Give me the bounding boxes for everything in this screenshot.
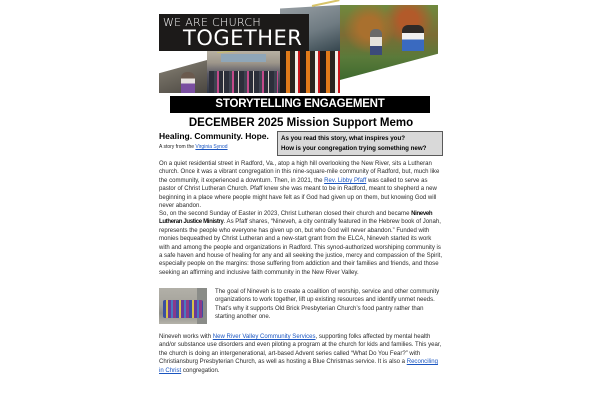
clergy-row [209,71,278,93]
memo-page [157,0,445,400]
volunteer-group-photo [159,288,207,324]
paragraph-text: So, on the second Sunday of Easter in 2023, Christ Lutheran closed their church and became [159,211,412,217]
pastor-photo [159,60,207,93]
rev-libby-pfaff-link[interactable]: Rev. Libby Pfaff [324,177,367,184]
reflection-questions-box [277,131,443,156]
question-2: How is your congregation trying something new? [281,144,427,152]
banner-title-line2: TOGETHER [183,26,303,50]
volunteer-group [163,300,203,318]
paragraph-text: . As Pfaff shares, “Nineveh, a city centrally featured in the Hebrew book of Jonah, represents the people who everyone has given up on, but who God will never abandon.” Funded with monies bequeathed by Christ Lutheran and a new-start grant from the ELCA, Nineveh started its work with and among the people and organizations in Radford. This synod-authorized worshiping community is a safe haven and house of healing for any and all seeking the justice, mercy and compassion of the Spirit, especially people on the margins: those suffering from addiction and their families and friends, and those seeking an affirming and inclusive faith community in the New River Valley. [159,219,443,276]
clergy-group-photo [207,50,280,93]
paragraph-text: , supporting folks affected by mental health and/or substance use disorders and even piloting a program at the church for kids and families. This year, the church is doing an intergenerational, art-based Advent series called “What Do You Fear?” with Christiansburg Presbyterian Church, as well as hosting a Blue Christmas service. It is also a [159,334,442,366]
person [402,25,424,51]
paragraph-text: was called to serve as pastor of Christ Lutheran Church. Pfaff knew she was meant to be in Radford, meant to shepherd a new beginning in a place where people might have felt as if God had given up on them, but knowing God will never abandon. [159,177,437,210]
pastor-figure [181,72,195,93]
paragraph-2 [159,210,443,277]
paragraph-3: The goal of Nineveh is to create a coalition of worship, service and other community organizations to work together, lift up existing resources and identify unmet needs. That’s why it supports Old Brick Presbyterian Church’s food pantry rather than starting another one. [215,289,440,321]
memo-title: DECEMBER 2025 Mission Support Memo [188,117,414,129]
banner-title-line1: WE ARE CHURCH [163,16,261,29]
park-gathering-photo [340,5,438,80]
story-source [159,144,228,150]
reconciling-in-christ-link[interactable]: Reconciling in Christ [159,359,438,374]
community-people [280,51,340,93]
paragraph-text: On a quiet residential street in Radford, Va., atop a high hill overlooking the New River, sits a Lutheran church. Once it was a vibrant congregation in this nine-square-mile community of Radford, but, much like the community, it experienced a downturn. Then, in 2021, the [159,161,440,184]
paragraph-text: Nineveh works with [159,334,213,340]
banner-title [159,14,309,51]
sign [221,54,266,62]
paragraph-text: congregation. [181,367,220,374]
virginia-synod-link[interactable]: Virginia Synod [195,144,228,150]
paragraph-1 [159,160,443,210]
storytelling-engagement-bar: STORYTELLING ENGAGEMENT [170,96,430,113]
story-heading: Healing. Community. Hope. [159,131,269,141]
story-source-prefix: A story from the [159,144,196,150]
ministry-name: Nineveh Lutheran Justice Ministry [159,211,433,226]
new-river-valley-community-services-link[interactable]: New River Valley Community Services [212,334,316,340]
person [370,29,382,55]
question-1: As you read this story, what inspires you? [281,135,406,142]
banner [157,5,445,93]
paragraph-4 [159,333,443,375]
